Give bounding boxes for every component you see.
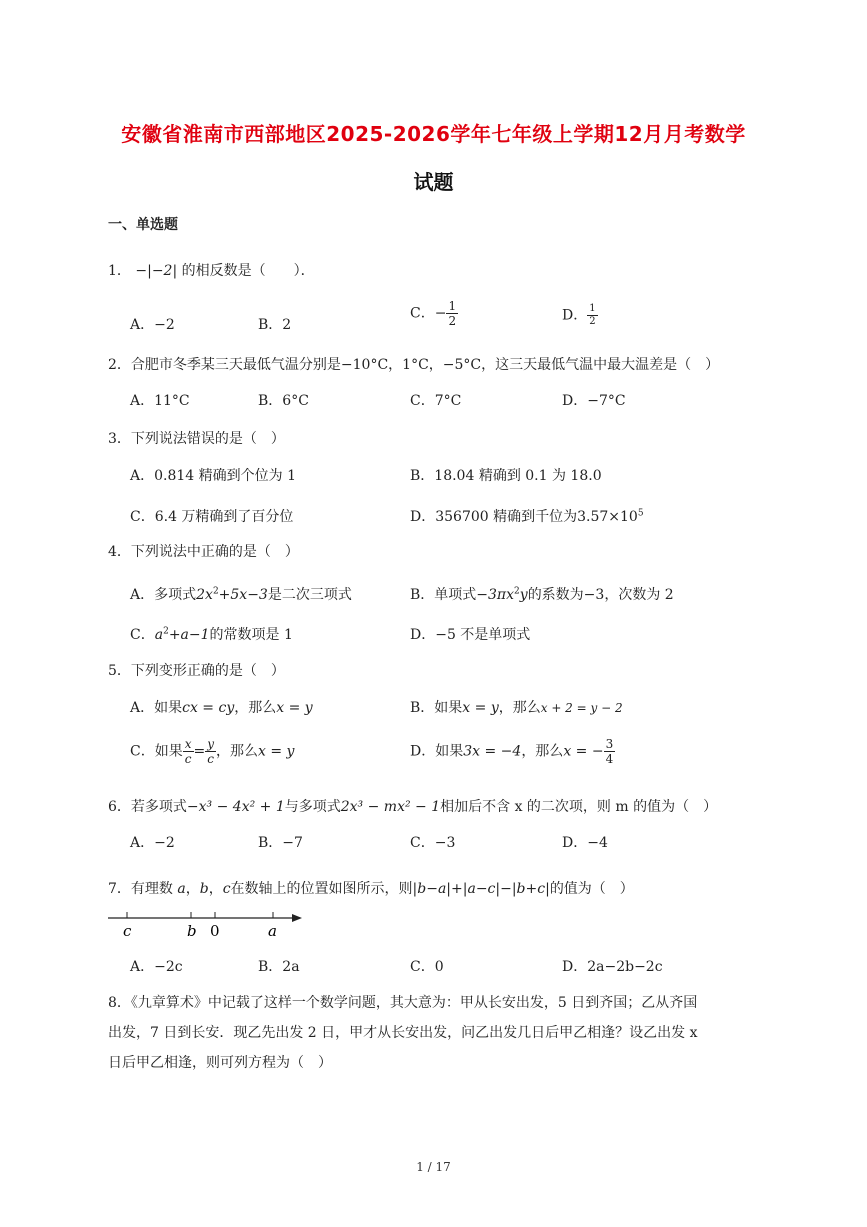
- denominator: c: [207, 752, 214, 766]
- option-text: B．如果: [410, 700, 463, 716]
- option-text: ，那么: [498, 700, 541, 716]
- numerator: 1: [448, 299, 457, 313]
- denominator: 2: [589, 316, 596, 327]
- option-b: B．2: [258, 317, 292, 333]
- question-text: 6．若多项式: [108, 799, 187, 815]
- option-a: [130, 584, 352, 604]
- fraction: [183, 738, 194, 765]
- option-text: A．多项式: [130, 587, 197, 603]
- fraction: [205, 738, 216, 765]
- question-2: 2．合肥市冬季某三天最低气温分别是−10°C，1°C，−5°C，这三天最低气温中最大温差是（ ）: [108, 357, 720, 373]
- numerator: 1: [589, 303, 596, 314]
- option-c: C．6.4 万精确到了百分位: [130, 509, 294, 525]
- question-6: [108, 796, 717, 816]
- option-a: A．0.814 精确到个位为 1: [130, 468, 296, 484]
- math-expression: x = y: [258, 743, 295, 760]
- section-heading: 一、单选题: [108, 217, 178, 233]
- option-b: [410, 584, 674, 604]
- math-expression: 3.57×10: [577, 509, 638, 525]
- question-7: 7．有理数 a，b，c在数轴上的位置如图所示，则|b−a|+|a−c|−|b+c|的值为（ ）: [108, 881, 634, 897]
- variable-b: b: [199, 881, 209, 897]
- exam-title-continued: 试题: [413, 170, 454, 194]
- option-c: C．0: [410, 959, 444, 975]
- question-8-line3: 日后甲乙相逢，则可列方程为（ ）: [108, 1055, 332, 1071]
- question-1: [108, 260, 315, 280]
- question-text: 7．有理数: [108, 881, 173, 897]
- math-expression: cx = cy: [182, 700, 235, 716]
- option-text: ，那么: [216, 743, 259, 760]
- question-8: [108, 988, 758, 1078]
- exponent: 2: [212, 586, 219, 597]
- variable-c: c: [222, 881, 231, 897]
- math-expression: +5x−3: [218, 587, 268, 603]
- math-expression: +a−1: [168, 627, 210, 643]
- question-number: 1．: [108, 263, 131, 279]
- variable-a: a: [177, 881, 186, 897]
- fraction: [604, 738, 616, 765]
- numerator: x: [184, 737, 192, 751]
- math-expression: y: [519, 587, 528, 603]
- option-d: [410, 506, 644, 526]
- option-d: [410, 738, 615, 765]
- option-a: A．−2: [130, 317, 175, 333]
- option-b: B．−7: [258, 835, 303, 851]
- option-d: D．2a−2b−2c: [562, 959, 663, 975]
- exponent: 5: [637, 508, 644, 519]
- question-text: 相加后不含 x 的二次项，则 m 的值为（ ）: [440, 799, 718, 815]
- option-text: 的常数项是 1: [209, 627, 293, 643]
- option-c: [410, 300, 458, 327]
- label-b: b: [187, 922, 197, 940]
- math-expression: −x³ − 4x² + 1: [186, 799, 285, 815]
- math-expression: |b−a|+|a−c|−|b+c|: [412, 881, 550, 897]
- option-text: C．: [130, 627, 155, 643]
- option-text: A．如果: [130, 700, 183, 716]
- fraction: [446, 300, 458, 327]
- option-b: B．6°C: [258, 393, 309, 409]
- option-d: D．−7°C: [562, 393, 626, 409]
- math-expression: −|−2|: [135, 263, 178, 279]
- question-text: 的值为（ ）: [549, 881, 634, 897]
- question-5: 5．下列变形正确的是（ ）: [108, 663, 285, 679]
- option-c: C．−3: [410, 835, 456, 851]
- question-8-line1: 8．《九章算术》中记载了这样一个数学问题，其大意为：甲从长安出发，5 日到齐国；乙从齐国: [108, 995, 698, 1011]
- numerator: 3: [605, 737, 614, 751]
- exponent: 2: [514, 586, 520, 597]
- question-3: 3．下列说法错误的是（ ）: [108, 431, 285, 447]
- option-text: ，那么: [234, 700, 277, 716]
- option-b: B．18.04 精确到 0.1 为 18.0: [410, 468, 602, 484]
- option-text: C．如果: [130, 743, 183, 760]
- exam-title: 安徽省淮南市西部地区2025-2026学年七年级上学期12月月考数学: [121, 122, 746, 146]
- denominator: c: [184, 752, 192, 766]
- question-text: 与多项式: [284, 799, 341, 815]
- option-b: [410, 697, 623, 717]
- math-expression: x = y: [462, 700, 499, 716]
- label-a: a: [268, 922, 277, 940]
- denominator: 4: [605, 752, 614, 766]
- option-d: [562, 304, 598, 327]
- option-label: D．: [562, 307, 588, 324]
- option-c: [130, 738, 294, 765]
- option-text: B．单项式: [410, 587, 477, 603]
- question-text: 在数轴上的位置如图所示，则: [230, 881, 413, 897]
- math-expression: a: [154, 627, 164, 643]
- math-expression: x = −: [563, 743, 604, 760]
- math-expression: 2x: [196, 587, 213, 603]
- number-line-diagram: [108, 910, 308, 942]
- denominator: 2: [448, 314, 457, 328]
- option-b: B．2a: [258, 959, 300, 975]
- option-d: D．−4: [562, 835, 608, 851]
- exponent: 2: [163, 626, 169, 637]
- math-expression: −3πx: [476, 587, 515, 603]
- numerator: y: [207, 737, 215, 751]
- option-a: A．11°C: [130, 393, 190, 409]
- question-8-line2: 出发，7 日到长安．现乙先出发 2 日，甲才从长安出发，问乙出发几日后甲乙相逢？设乙出发 x: [108, 1025, 698, 1041]
- option-a: A．−2: [130, 835, 175, 851]
- page-number: 1 / 17: [416, 1160, 451, 1174]
- math-expression: x = y: [276, 700, 313, 716]
- math-expression: 2x³ − mx² − 1: [340, 799, 441, 815]
- equals-sign: =: [193, 743, 206, 760]
- option-a: A．−2c: [130, 959, 183, 975]
- option-c: [130, 624, 293, 644]
- option-c: C．7°C: [410, 393, 462, 409]
- math-expression: 3x = −4: [463, 743, 522, 760]
- question-4: 4．下列说法中正确的是（ ）: [108, 544, 299, 560]
- label-0: 0: [210, 922, 220, 940]
- fraction: [587, 304, 597, 327]
- label-c: c: [123, 922, 132, 940]
- option-text: 的系数为−3，次数为 2: [527, 587, 674, 603]
- question-text: 的相反数是（ ）．: [181, 263, 315, 279]
- option-label: C．: [410, 305, 435, 322]
- minus-sign: −: [434, 305, 447, 322]
- option-a: [130, 697, 313, 717]
- option-text: 是二次三项式: [267, 587, 352, 603]
- option-d: D．−5 不是单项式: [410, 627, 531, 643]
- number-line-arrow: [292, 914, 302, 922]
- math-expression: x + 2 = y − 2: [540, 701, 623, 715]
- option-text: D．356700 精确到千位为: [410, 509, 578, 525]
- option-text: D．如果: [410, 743, 464, 760]
- option-text: ，那么: [521, 743, 564, 760]
